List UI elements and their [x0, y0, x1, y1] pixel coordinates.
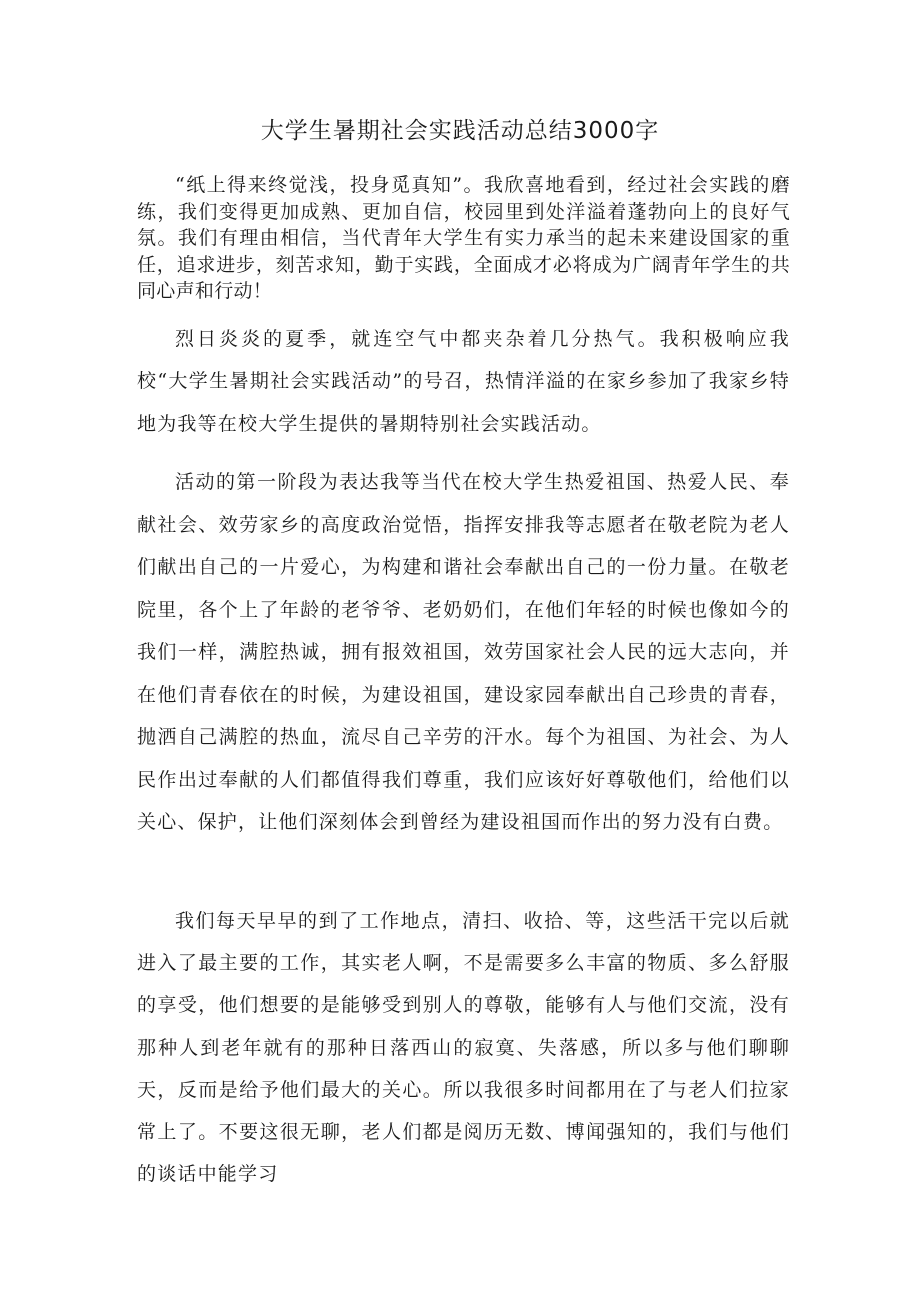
- paragraph-daily-work: 我们每天早早的到了工作地点，清扫、收拾、等，这些活干完以后就进入了最主要的工作，其实老人啊，不是需要多么丰富的物质、多么舒服的享受，他们想要的是能够受到别人的尊敬，能够有人与他们交流，没有那种人到老年就有的那种日落西山的寂寞、失落感，所以多与他们聊聊天，反而是给予他们最大的关心。所以我很多时间都用在了与老人们拉家常上了。不要这很无聊，老人们都是阅历无数、博闻强知的，我们与他们的谈话中能学习: [137, 910, 790, 1186]
- paragraph-intro: “纸上得来终觉浅，投身觅真知”。我欣喜地看到，经过社会实践的磨练，我们变得更加成熟、更加自信，校园里到处洋溢着蓬勃向上的良好气氛。我们有理由相信，当代青年大学生有实力承当的起未来建设国家的重任，追求进步，刻苦求知，勤于实践，全面成才必将成为广阔青年学生的共同心声和行动！: [137, 174, 790, 302]
- paragraph-first-stage: 活动的第一阶段为表达我等当代在校大学生热爱祖国、热爱人民、奉献社会、效劳家乡的高度政治觉悟，指挥安排我等志愿者在敬老院为老人们献出自己的一片爱心，为构建和谐社会奉献出自己的一份力量。在敬老院里，各个上了年龄的老爷爷、老奶奶们，在他们年轻的时候也像如今的我们一样，满腔热诚，拥有报效祖国，效劳国家社会人民的远大志向，并在他们青春依在的时候，为建设祖国，建设家园奉献出自己珍贵的青春，抛洒自己满腔的热血，流尽自己辛劳的汗水。每个为祖国、为社会、为人民作出过奉献的人们都值得我们尊重，我们应该好好尊敬他们，给他们以关心、保护，让他们深刻体会到曾经为建设祖国而作出的努力没有白费。: [137, 471, 790, 833]
- paragraph-summer: 烈日炎炎的夏季，就连空气中都夹杂着几分热气。我积极响应我校“大学生暑期社会实践活动”的号召，热情洋溢的在家乡参加了我家乡特地为我等在校大学生提供的暑期特别社会实践活动。: [137, 328, 790, 435]
- document-title: 大学生暑期社会实践活动总结3000字: [260, 118, 660, 144]
